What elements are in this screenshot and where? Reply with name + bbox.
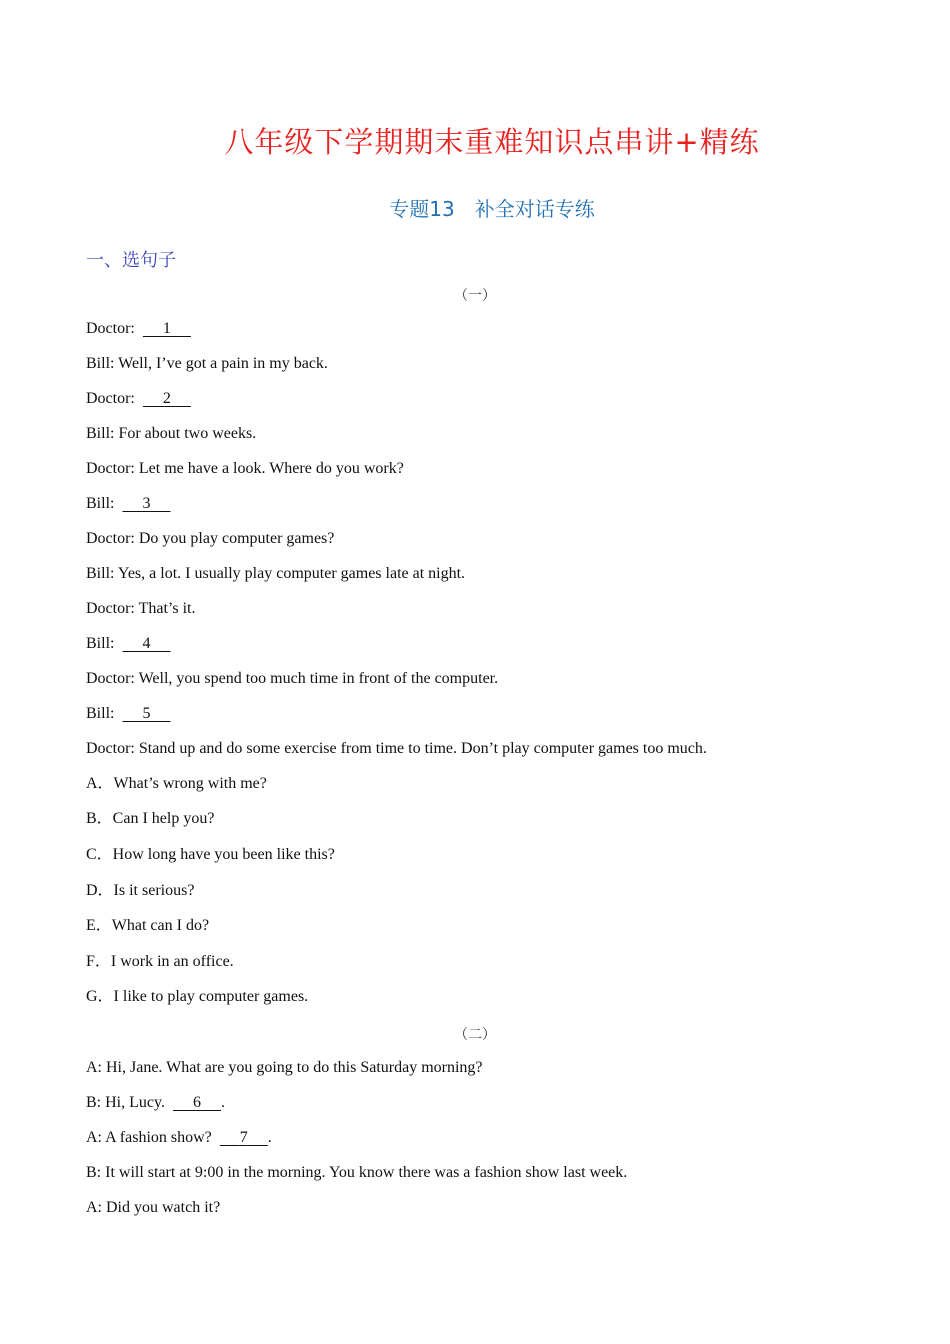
dialogue-line — [86, 459, 404, 479]
dialogue-line — [86, 319, 191, 339]
dialogue-text: Bill: — [86, 495, 123, 512]
part-label-1: （一） — [454, 289, 496, 304]
answer-option: E．What can I do? — [86, 917, 210, 934]
dialogue-line — [86, 529, 334, 549]
dialogue-text: Bill: For about two weeks. — [86, 425, 257, 442]
answer-option: F．I work in an office. — [86, 953, 234, 970]
dialogue-text: Doctor: — [86, 390, 143, 407]
dialogue-text: B: Hi, Lucy. — [86, 1094, 173, 1111]
document-title: 八年级下学期期末重难知识点串讲+精练 — [224, 125, 760, 159]
dialogue-text: B: It will start at 9:00 in the morning. You know there was a fashion show last week. — [86, 1164, 628, 1181]
dialogue-line — [86, 599, 195, 619]
dialogue-text: Doctor: Stand up and do some exercise from time to time. Don’t play computer games too much. — [86, 740, 707, 757]
dialogue-line — [86, 1163, 627, 1183]
answer-blank[interactable]: 1 — [162, 320, 171, 337]
answer-option: C．How long have you been like this? — [86, 846, 335, 863]
dialogue-text: Bill: — [86, 635, 123, 652]
answer-blank[interactable]: 6 — [192, 1094, 201, 1111]
answer-option: A．What’s wrong with me? — [86, 775, 267, 792]
dialogue-text: A: Hi, Jane. What are you going to do this Saturday morning? — [86, 1059, 483, 1076]
dialogue-line — [86, 494, 170, 514]
dialogue-text: Doctor: Do you play computer games? — [86, 530, 335, 547]
dialogue-text: Doctor: Let me have a look. Where do you work? — [86, 460, 404, 477]
dialogue-line — [86, 1128, 272, 1148]
section-heading: 一、选句子 — [86, 250, 176, 271]
document-subtitle: 专题13 补全对话专练 — [389, 197, 595, 221]
answer-option: D．Is it serious? — [86, 882, 195, 899]
dialogue-suffix: . — [220, 1094, 225, 1111]
dialogue-text: Bill: Well, I’ve got a pain in my back. — [86, 355, 328, 372]
dialogue-line — [86, 424, 256, 444]
answer-option: G．I like to play computer games. — [86, 988, 309, 1005]
dialogue-line — [86, 1058, 483, 1078]
dialogue-line — [86, 739, 707, 759]
answer-option: B．Can I help you? — [86, 810, 215, 827]
dialogue-suffix: . — [267, 1129, 272, 1146]
dialogue-line — [86, 669, 498, 689]
answer-blank[interactable]: 7 — [239, 1129, 248, 1146]
dialogue-line — [86, 564, 465, 584]
dialogue-text: Doctor: Well, you spend too much time in front of the computer. — [86, 670, 499, 687]
dialogue-line — [86, 634, 170, 654]
dialogue-line — [86, 704, 170, 724]
dialogue-text: Bill: Yes, a lot. I usually play computer games late at night. — [86, 565, 466, 582]
part-label-2: （二） — [454, 1028, 496, 1043]
dialogue-line — [86, 354, 328, 374]
dialogue-text: Doctor: That’s it. — [86, 600, 196, 617]
dialogue-text: Bill: — [86, 705, 123, 722]
answer-blank[interactable]: 3 — [142, 495, 151, 512]
dialogue-line — [86, 1198, 220, 1218]
dialogue-text: A: Did you watch it? — [86, 1199, 221, 1216]
answer-blank[interactable]: 4 — [142, 635, 151, 652]
dialogue-text: Doctor: — [86, 320, 143, 337]
answer-blank[interactable]: 2 — [162, 390, 171, 407]
answer-blank[interactable]: 5 — [142, 705, 151, 722]
dialogue-line — [86, 1093, 225, 1113]
dialogue-text: A: A fashion show? — [86, 1129, 220, 1146]
dialogue-line — [86, 389, 191, 409]
